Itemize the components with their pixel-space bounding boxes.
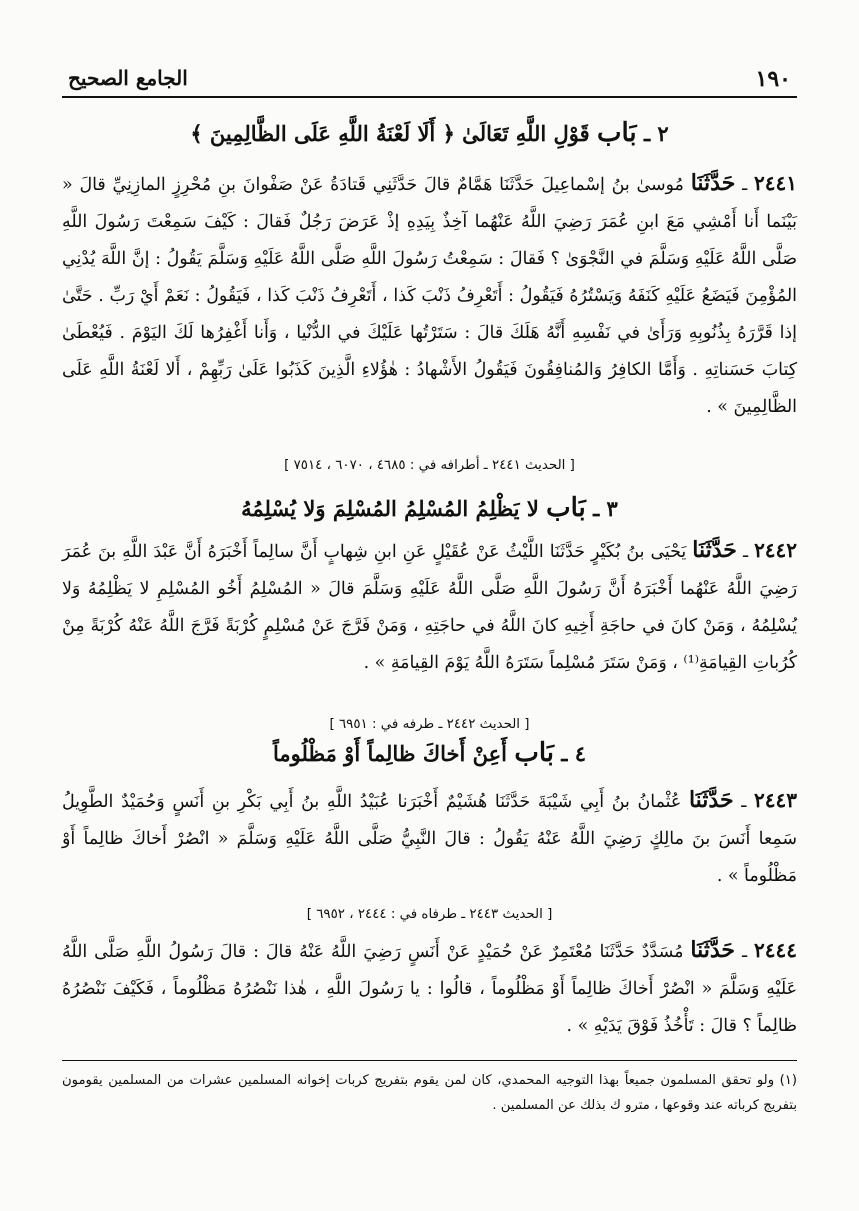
haddathana-word: حَدَّثَنَا xyxy=(692,537,737,563)
hadith-block-2444: ٢٤٤٤ ـ حَدَّثَنَا مُسَدَّدٌ حَدَّثَنَا مُعْتَمِرٌ عَنْ حُمَيْدٍ عَنْ أَنَسٍ رَضِيَ اللَّهُ عَنْهُ قالَ : قالَ رَسُولُ اللَّهِ صَلَّى اللَّهُ عَلَيْهِ وَسَلَّمَ « انْصُرْ أَخاكَ ظالِماً أَوْ مَظْلُوماً ، قالُوا : يا رَسُولَ اللَّهِ ، هٰذا نَنْصُرُهُ مَظْلُوماً ، فَكَيْفَ نَنْصُرُهُ ظالِماً ؟ قالَ : تَأْخُذُ فَوْقَ يَدَيْهِ » . xyxy=(62,937,798,1036)
page-header xyxy=(62,58,797,98)
bab-word: بَاب xyxy=(514,738,554,768)
page-number: ١٩٠ xyxy=(755,66,791,92)
hadith-number: ٢٤٤٣ xyxy=(754,788,798,812)
footnote: (١) ولو تحقق المسلمون جميعاً بهذا التوجيه المحمدي، كان لمن يقوم بتفريج كربات إخوانه المسلمين عشرات من المسلمين يقومون بتفريج كرباته عند وقوعها ، مترو ك بذلك عن المسلمين . xyxy=(62,1073,797,1113)
hadith-reference: [ الحديث ٢٤٤٢ ـ طرفه في : ٦٩٥١ ] xyxy=(329,717,530,732)
hadith-reference: [ الحديث ٢٤٤٣ ـ طرفاه في : ٢٤٤٤ ، ٦٩٥٢ ] xyxy=(306,907,553,922)
bab-word: بَاب xyxy=(596,118,637,148)
hadith-number: ٢٤٤٤ xyxy=(754,938,798,962)
hadith-text: يَحْيَى بنُ بُكَيْرٍ حَدَّثَنَا اللَّيْثُ عَنْ عُقَيْلٍ عَنِ ابنِ شِهابٍ أَنَّ سالِماً أَخْبَرَهُ أَنَّ عَبْدَ اللَّهِ بنَ عُمَرَ رَضِيَ اللَّهُ عَنْهُما أَخْبَرَهُ أَنَّ رَسُولَ اللَّهِ صَلَّى اللَّهُ عَلَيْهِ وَسَلَّمَ قالَ « المُسْلِمُ أَخُو المُسْلِمِ لا يَظْلِمُهُ وَلا يُسْلِمُهُ ، وَمَنْ كانَ في حاجَةِ أَخِيهِ كانَ اللَّهُ في حاجَتِهِ ، وَمَنْ فَرَّجَ عَنْ مُسْلِمٍ كُرْبَةً فَرَّجَ اللَّهُ عَنْهُ كُرْبَةً مِنْ كُرُباتِ القِيامَةِ⁽¹⁾ ، وَمَنْ سَتَرَ مُسْلِماً سَتَرَهُ اللَّهُ يَوْمَ القِيامَةِ » . xyxy=(62,542,798,673)
chapter-heading-2 xyxy=(62,117,797,150)
chapter-title: قَوْلِ اللَّهِ تَعَالَىٰ ﴿ أَلَا لَعْنَةُ اللَّهِ عَلَى الظَّالِمِينَ ﴾ xyxy=(190,121,590,146)
chapter-heading-3 xyxy=(62,492,797,525)
chapter-title: أَعِنْ أَخاكَ ظالِماً أَوْ مَظْلُوماً xyxy=(272,741,508,766)
haddathana-word: حَدَّثَنَا xyxy=(690,937,736,963)
chapter-title: لا يَظْلِمُ المُسْلِمُ المُسْلِمَ وَلا يُسْلِمُهُ xyxy=(241,496,539,521)
hadith-text: مُسَدَّدٌ حَدَّثَنَا مُعْتَمِرٌ عَنْ حُمَيْدٍ عَنْ أَنَسٍ رَضِيَ اللَّهُ عَنْهُ قالَ : قالَ رَسُولُ اللَّهِ صَلَّى اللَّهُ عَلَيْهِ وَسَلَّمَ « انْصُرْ أَخاكَ ظالِماً أَوْ مَظْلُوماً ، قالُوا : يا رَسُولَ اللَّهِ ، هٰذا نَنْصُرُهُ مَظْلُوماً ، فَكَيْفَ نَنْصُرُهُ ظالِماً ؟ قالَ : تَأْخُذُ فَوْقَ يَدَيْهِ » . xyxy=(62,942,797,1036)
hadith-reference: [ الحديث ٢٤٤١ ـ أطرافه في : ٤٦٨٥ ، ٦٠٧٠ ، ٧٥١٤ ] xyxy=(284,458,575,473)
running-title: الجامع الصحيح xyxy=(68,66,188,90)
hadith-number: ٢٤٤١ xyxy=(754,171,798,195)
chapter-number: ٣ ـ xyxy=(593,496,618,521)
hadith-block-2443: ٢٤٤٣ ـ حَدَّثَنَا عُثْمانُ بنُ أَبِي شَيْبَةَ حَدَّثَنَا هُشَيْمٌ أَخْبَرَنا عُبَيْدُ اللَّهِ بنُ أَبِي بَكْرِ بنِ أَنَسٍ وَحُمَيْدٌ الطَّوِيلُ سَمِعا أَنَسَ بنَ مالِكٍ رَضِيَ اللَّهُ عَنْهُ يَقُولُ : قالَ النَّبِيُّ صَلَّى اللَّهُ عَلَيْهِ وَسَلَّمَ « انْصُرْ أَخاكَ ظالِماً أَوْ مَظْلُوماً » . xyxy=(62,787,798,886)
hadith-text: عُثْمانُ بنُ أَبِي شَيْبَةَ حَدَّثَنَا هُشَيْمٌ أَخْبَرَنا عُبَيْدُ اللَّهِ بنُ أَبِي بَكْرِ بنِ أَنَسٍ وَحُمَيْدٌ الطَّوِيلُ سَمِعا أَنَسَ بنَ مالِكٍ رَضِيَ اللَّهُ عَنْهُ يَقُولُ : قالَ النَّبِيُّ صَلَّى اللَّهُ عَلَيْهِ وَسَلَّمَ « انْصُرْ أَخاكَ ظالِماً أَوْ مَظْلُوماً » . xyxy=(62,792,797,886)
hadith-block-2442: ٢٤٤٢ ـ حَدَّثَنَا يَحْيَى بنُ بُكَيْرٍ حَدَّثَنَا اللَّيْثُ عَنْ عُقَيْلٍ عَنِ ابنِ شِهابٍ أَنَّ سالِماً أَخْبَرَهُ أَنَّ عَبْدَ اللَّهِ بنَ عُمَرَ رَضِيَ اللَّهُ عَنْهُما أَخْبَرَهُ أَنَّ رَسُولَ اللَّهِ صَلَّى اللَّهُ عَلَيْهِ وَسَلَّمَ قالَ « المُسْلِمُ أَخُو المُسْلِمِ لا يَظْلِمُهُ وَلا يُسْلِمُهُ ، وَمَنْ كانَ في حاجَةِ أَخِيهِ كانَ اللَّهُ في حاجَتِهِ ، وَمَنْ فَرَّجَ عَنْ مُسْلِمٍ كُرْبَةً فَرَّجَ اللَّهُ عَنْهُ كُرْبَةً مِنْ كُرُباتِ القِيامَةِ⁽¹⁾ ، وَمَنْ سَتَرَ مُسْلِماً سَتَرَهُ اللَّهُ يَوْمَ القِيامَةِ » . xyxy=(62,537,798,673)
chapter-heading-4 xyxy=(62,737,797,770)
hadith-text: مُوسىٰ بنُ إسْماعِيلَ حَدَّثَنَا هَمَّامٌ قالَ حَدَّثَنِي قَتادَةُ عَنْ صَفْوانَ بنِ مُحْرِزٍ المازِنِيِّ قالَ « بَيْنَما أَنا أَمْشِي مَعَ ابنِ عُمَرَ رَضِيَ اللَّهُ عَنْهُما آخِذٌ بِيَدِهِ إذْ عَرَضَ رَجُلٌ فَقالَ : كَيْفَ سَمِعْتَ رَسُولَ اللَّهِ صَلَّى اللَّهُ عَلَيْهِ وَسَلَّمَ في النَّجْوَىٰ ؟ فَقالَ : سَمِعْتُ رَسُولَ اللَّهِ صَلَّى اللَّهُ عَلَيْهِ وَسَلَّمَ يَقُولُ : إنَّ اللَّهَ يُدْنِي المُؤْمِنَ فَيَضَعُ عَلَيْهِ كَنَفَهُ وَيَسْتُرُهُ فَيَقُولُ : أَتَعْرِفُ ذَنْبَ كَذا ، أَتَعْرِفُ ذَنْبَ كَذا ، فَيَقُولُ : نَعَمْ أَيْ رَبِّ . حَتَّىٰ إذا قَرَّرَهُ بِذُنُوبِهِ وَرَأَىٰ في نَفْسِهِ أَنَّهُ هَلَكَ قالَ : سَتَرْتُها عَلَيْكَ في الدُّنْيا ، وَأَنا أَغْفِرُها لَكَ اليَوْمَ . فَيُعْطَىٰ كِتابَ حَسَناتِهِ . وَأَمَّا الكافِرُ وَالمُنافِقُونَ فَيَقُولُ الأَشْهادُ : هٰؤُلاءِ الَّذِينَ كَذَبُوا عَلَىٰ رَبِّهِمْ ، أَلا لَعْنَةُ اللَّهِ عَلَى الظَّالِمِينَ » . xyxy=(62,175,797,417)
hadith-block-2441: ٢٤٤١ ـ حَدَّثَنَا مُوسىٰ بنُ إسْماعِيلَ حَدَّثَنَا هَمَّامٌ قالَ حَدَّثَنِي قَتادَةُ عَنْ صَفْوانَ بنِ مُحْرِزٍ المازِنِيِّ قالَ « بَيْنَما أَنا أَمْشِي مَعَ ابنِ عُمَرَ رَضِيَ اللَّهُ عَنْهُما آخِذٌ بِيَدِهِ إذْ عَرَضَ رَجُلٌ فَقالَ : كَيْفَ سَمِعْتَ رَسُولَ اللَّهِ صَلَّى اللَّهُ عَلَيْهِ وَسَلَّمَ في النَّجْوَىٰ ؟ فَقالَ : سَمِعْتُ رَسُولَ اللَّهِ صَلَّى اللَّهُ عَلَيْهِ وَسَلَّمَ يَقُولُ : إنَّ اللَّهَ يُدْنِي المُؤْمِنَ فَيَضَعُ عَلَيْهِ كَنَفَهُ وَيَسْتُرُهُ فَيَقُولُ : أَتَعْرِفُ ذَنْبَ كَذا ، أَتَعْرِفُ ذَنْبَ كَذا ، فَيَقُولُ : نَعَمْ أَيْ رَبِّ . حَتَّىٰ إذا قَرَّرَهُ بِذُنُوبِهِ وَرَأَىٰ في نَفْسِهِ أَنَّهُ هَلَكَ قالَ : سَتَرْتُها عَلَيْكَ في الدُّنْيا ، وَأَنا أَغْفِرُها لَكَ اليَوْمَ . فَيُعْطَىٰ كِتابَ حَسَناتِهِ . وَأَمَّا الكافِرُ وَالمُنافِقُونَ فَيَقُولُ الأَشْهادُ : هٰؤُلاءِ الَّذِينَ كَذَبُوا عَلَىٰ رَبِّهِمْ ، أَلا لَعْنَةُ اللَّهِ عَلَى الظَّالِمِينَ » . xyxy=(62,170,798,417)
chapter-number: ٢ ـ xyxy=(643,121,669,146)
haddathana-word: حَدَّثَنَا xyxy=(690,170,736,196)
chapter-number: ٤ ـ xyxy=(561,741,587,766)
haddathana-word: حَدَّثَنَا xyxy=(688,787,734,813)
hadith-number: ٢٤٤٢ xyxy=(754,538,798,562)
header-rule xyxy=(62,96,797,98)
footnote-rule xyxy=(62,1060,797,1061)
bab-word: بَاب xyxy=(546,493,586,523)
